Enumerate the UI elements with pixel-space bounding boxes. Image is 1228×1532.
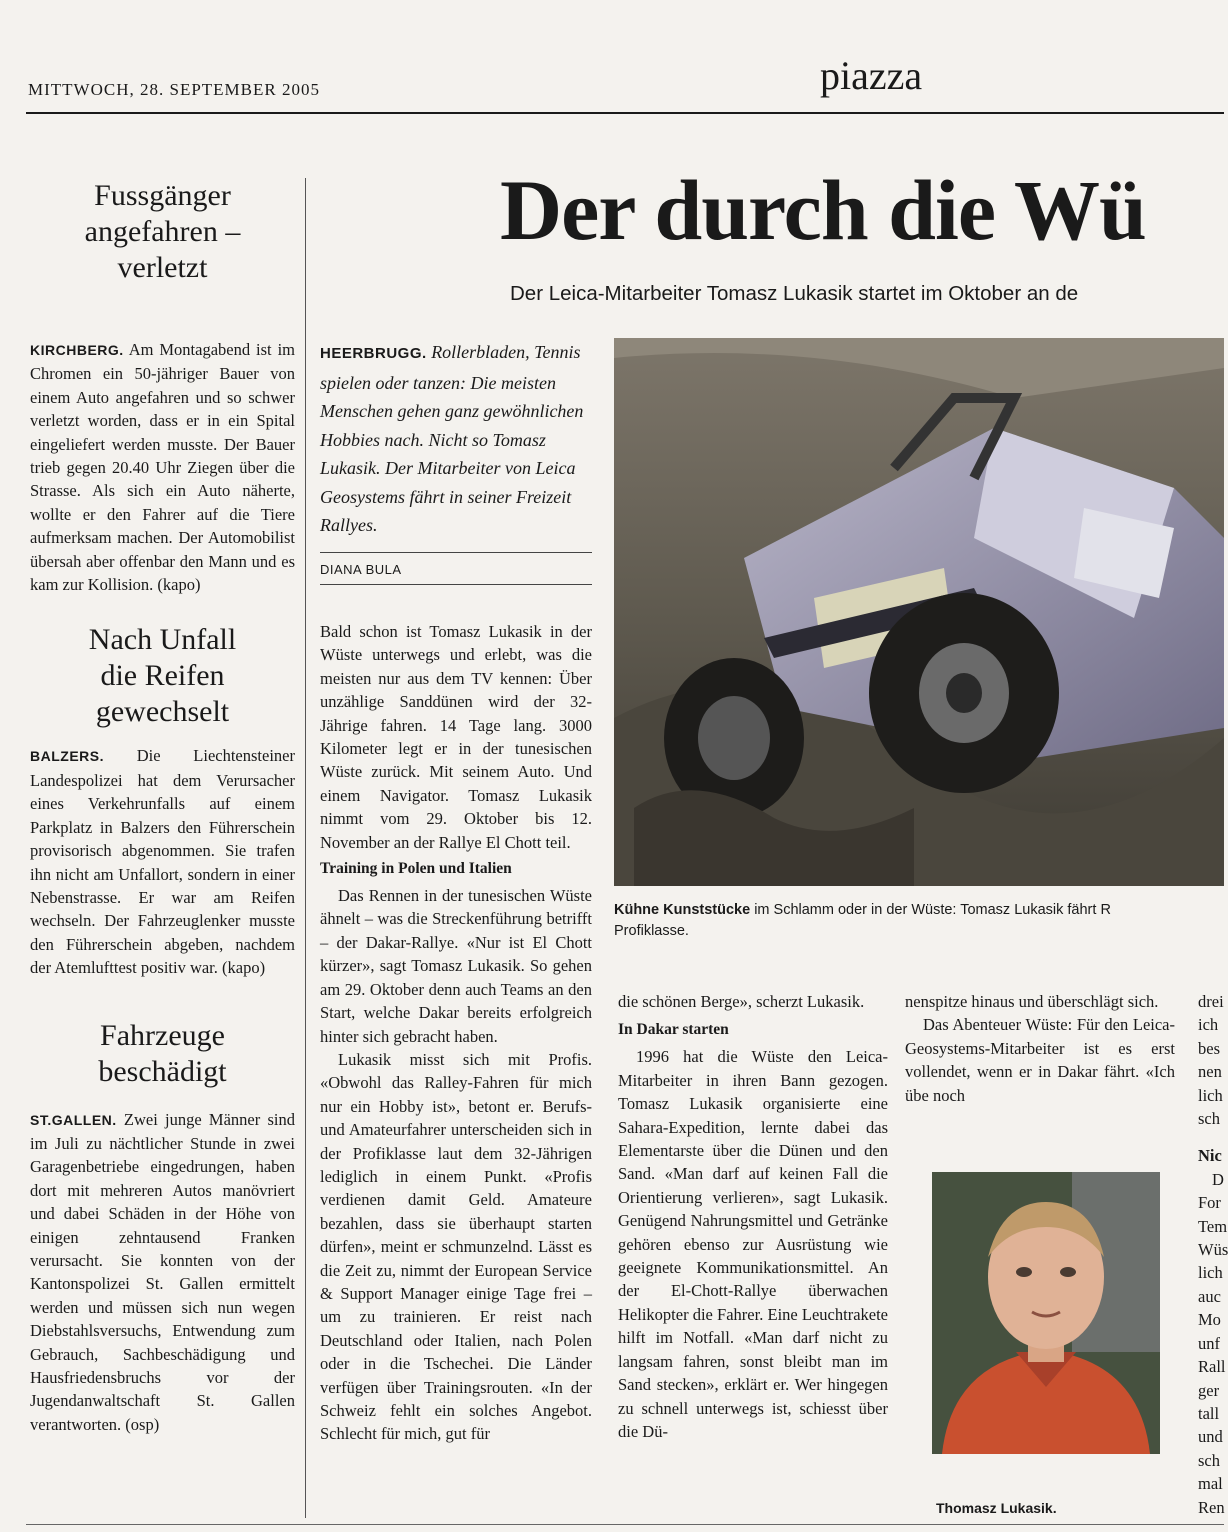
- column-fragment: tall: [1198, 1403, 1220, 1423]
- article-subheadline: Der Leica-Mitarbeiter Tomasz Lukasik startet im Oktober an de: [510, 282, 1079, 305]
- section-subhead: Training in Polen und Italien: [320, 860, 512, 878]
- dateline: KIRCHBERG.: [30, 342, 124, 358]
- column-fragment: For: [1198, 1193, 1221, 1213]
- body-column-4-cutoff: [1198, 990, 1228, 1519]
- footer-rule: [26, 1524, 1224, 1525]
- author-line: [320, 552, 592, 578]
- column-fragment: Ren: [1198, 1497, 1225, 1517]
- section-subhead: In Dakar starten: [618, 1021, 729, 1039]
- sidebar-article-title: Fahrzeuge beschädigt: [98, 1018, 227, 1088]
- body-paragraph: 1996 hat die Wüste den Leica-Mitarbeiter in ihren Bann gezogen. Tomasz Lukasik organisierte eine Sahara-Expedition, lernte dabei das Elementarste über die Dünen und den Sand. «Man darf auf keinen Fall die Orientierung verlieren», sagt Lukasik. Genügend Nahrungsmittel und Getränke gehören ebenso zur Ausrüstung wie geeignete Kommunikationsmittel. An der El-Chott-Rallye überwachen Helikopter die Fahrer. Eine Leuchtrakete hilft im Notfall. «Man darf nicht zu langsam fahren, sonst bleibt man im Sand stecken», erklärt er. Wer hingegen zu schnell unterwegs ist, schiesst über die Dü-: [618, 1047, 888, 1441]
- sidebar-article-title: Nach Unfall die Reifen gewechselt: [88, 623, 237, 729]
- rally-photo: [614, 338, 1224, 886]
- column-fragment: unf: [1198, 1333, 1220, 1353]
- author-rule: [320, 584, 592, 585]
- article-headline: Der durch die Wü: [500, 162, 1146, 258]
- author-name: DIANA BULA: [320, 561, 402, 577]
- article-lead: HEERBRUGG. Rollerbladen, Tennis spielen oder tanzen: Die meisten Menschen gehen ganz gewöhnlichen Hobbies nach. Nicht so Tomasz Lukasik. Der Mitarbeiter von Leica Geosystems fährt in seiner Freizeit Rallyes.: [320, 342, 584, 535]
- photo-caption-line2: Profiklasse.: [614, 923, 689, 939]
- body-paragraph: die schönen Berge», scherzt Lukasik.: [618, 992, 865, 1011]
- sidebar-article-body: BALZERS. Die Liechtensteiner Landespolizei hat dem Verursacher eines Verkehrunfalls auf einem Parkplatz in Balzers den Führerschein provisorisch abgenommen. Sie trafen ihn nicht am Unfallort, sondern in einer Nebenstrasse. Er war am Reifen wechseln. Der Fahrzeuglenker musste den Führerschein abgeben, nachdem der Atemlufttest positiv war. (kapo): [30, 746, 295, 978]
- body-paragraph: Bald schon ist Tomasz Lukasik in der Wüste unterwegs und erlebt, was die meisten nur aus dem TV kennen: Über unzählige Sanddünen wird der 32-Jährige fahren. 14 Tage lang. 3000 Kilometer legt er in der tunesischen Wüste zurück. Mit seinem Auto. Und einem Navigator. Tomasz Lukasik nimmt vom 29. Oktober bis 12. November an der Rallye El Chott teil.: [320, 622, 592, 852]
- column-fragment: lich: [1198, 1263, 1223, 1283]
- lead-dateline: HEERBRUGG.: [320, 345, 427, 362]
- column-fragment: ich: [1198, 1015, 1219, 1035]
- body-paragraph: Lukasik misst sich mit Profis. «Obwohl das Ralley-Fahren für mich nur ein Hobby ist», betont er. Berufs- und Amateurfahrer unterscheiden sich in der Profiklasse laut dem 32-Jährigen lediglich in einem Punkt. «Profis verdienen damit Geld. Amateure bezahlen, dass sie überhaupt starten dürfen», meint er schmunzelnd. Lässt es die Zeit zu, nimmt der European Service & Support Manager einige Tage frei – um zu trainieren. Er reist nach Deutschland oder Italien, nach Polen oder in die Tschechei. Die Länder verfügen über Trainingsrouten. «In der Schweiz fehlt ein solches Angebot. Schlecht für mich, gut für: [320, 1049, 592, 1444]
- sidebar-article-title: Fussgänger angefahren – verletzt: [84, 179, 241, 284]
- column-fragment: sch: [1198, 1109, 1220, 1129]
- body-column-3: [905, 990, 1175, 1107]
- body-paragraph: nenspitze hinaus und überschlägt sich.: [905, 992, 1159, 1011]
- column-divider: [305, 178, 306, 1518]
- sidebar-article-body: ST.GALLEN. Zwei junge Männer sind im Juli zu nächtlicher Stunde in zwei Garagenbetriebe eingedrungen, haben dort mit mehreren Autos manövriert und dabei Schäden in der Höhe von einigen zehntausend Franken verursacht. Sie konnten von der Kantonspolizei St. Gallen ermittelt werden und müssen sich nun wegen Diebstahlsversuchs, Entwendung zum Gebrauch, Sachbeschädigung und Hausfriedensbruchs vor der Jugendanwaltschaft St. Gallen verantworten. (osp): [30, 1109, 295, 1434]
- column-fragment: sch: [1198, 1450, 1220, 1470]
- body-column-1: [320, 620, 592, 1446]
- portrait-caption: Thomasz Lukasik.: [936, 1500, 1057, 1516]
- column-subhead-fragment: Nic: [1198, 1146, 1222, 1166]
- dateline: ST.GALLEN.: [30, 1111, 117, 1128]
- column-fragment: Wüs: [1198, 1240, 1228, 1260]
- column-fragment: bes: [1198, 1038, 1220, 1058]
- column-fragment: Mo: [1198, 1310, 1221, 1330]
- column-fragment: und: [1198, 1427, 1223, 1447]
- body-paragraph: Das Rennen in der tunesischen Wüste ähnelt – was die Streckenführung betrifft – der Dakar-Rallye. «Nur ist El Chott kürzer», sagt Tomasz Lukasik. So gehen am 29. Oktober denn auch Teams an den Start, welche Dakar bereits erfolgreich hinter sich gebracht haben.: [320, 886, 592, 1046]
- photo-caption: Kühne Kunststücke im Schlamm oder in der Wüste: Tomasz Lukasik fährt R: [614, 902, 1111, 918]
- column-fragment: ger: [1198, 1380, 1220, 1400]
- dateline: BALZERS.: [30, 748, 104, 765]
- sidebar: [30, 178, 295, 1436]
- sidebar-article-body: KIRCHBERG. Am Montagabend ist im Chromen ein 50-jähriger Bauer von einem Auto angefahren und so schwer verletzt worden, dass er in ein Spital eingeliefert werden musste. Der Bauer trieb gegen 20.40 Uhr Ziegen über die Strasse. Als sich ein Auto näherte, wollte er den Fahrer auf die Tiere aufmerksam machen. Der Automobilist übersah aber offenbar den Mann und es kam zur Kollision. (kapo): [30, 340, 295, 595]
- column-fragment: Rall: [1198, 1357, 1226, 1377]
- caption-lead: Kühne Kunststücke: [614, 902, 751, 918]
- section-title: piazza: [820, 53, 923, 98]
- column-fragment: D: [1212, 1169, 1224, 1189]
- column-fragment: Tem: [1198, 1216, 1228, 1236]
- rally-vehicle-illustration: [614, 338, 1224, 886]
- body-column-2: [618, 990, 888, 1443]
- portrait-illustration: [932, 1172, 1160, 1454]
- sidebar-article-1: [30, 178, 295, 596]
- column-fragment: lich: [1198, 1085, 1223, 1105]
- sidebar-article-3: [30, 1018, 295, 1437]
- issue-date: MITTWOCH, 28. SEPTEMBER 2005: [28, 80, 320, 99]
- body-paragraph: Das Abenteuer Wüste: Für den Leica-Geosystems-Mitarbeiter ist es erst vollendet, wenn er in Dakar fährt. «Ich übe noch: [905, 1015, 1175, 1105]
- column-fragment: auc: [1198, 1286, 1221, 1306]
- column-fragment: nen: [1198, 1062, 1222, 1082]
- lead-block: [320, 338, 592, 585]
- column-fragment: mal: [1198, 1474, 1223, 1494]
- sidebar-article-2: [30, 622, 295, 979]
- column-fragment: drei: [1198, 992, 1224, 1011]
- header-rule: [26, 112, 1224, 114]
- portrait-photo: [932, 1172, 1160, 1454]
